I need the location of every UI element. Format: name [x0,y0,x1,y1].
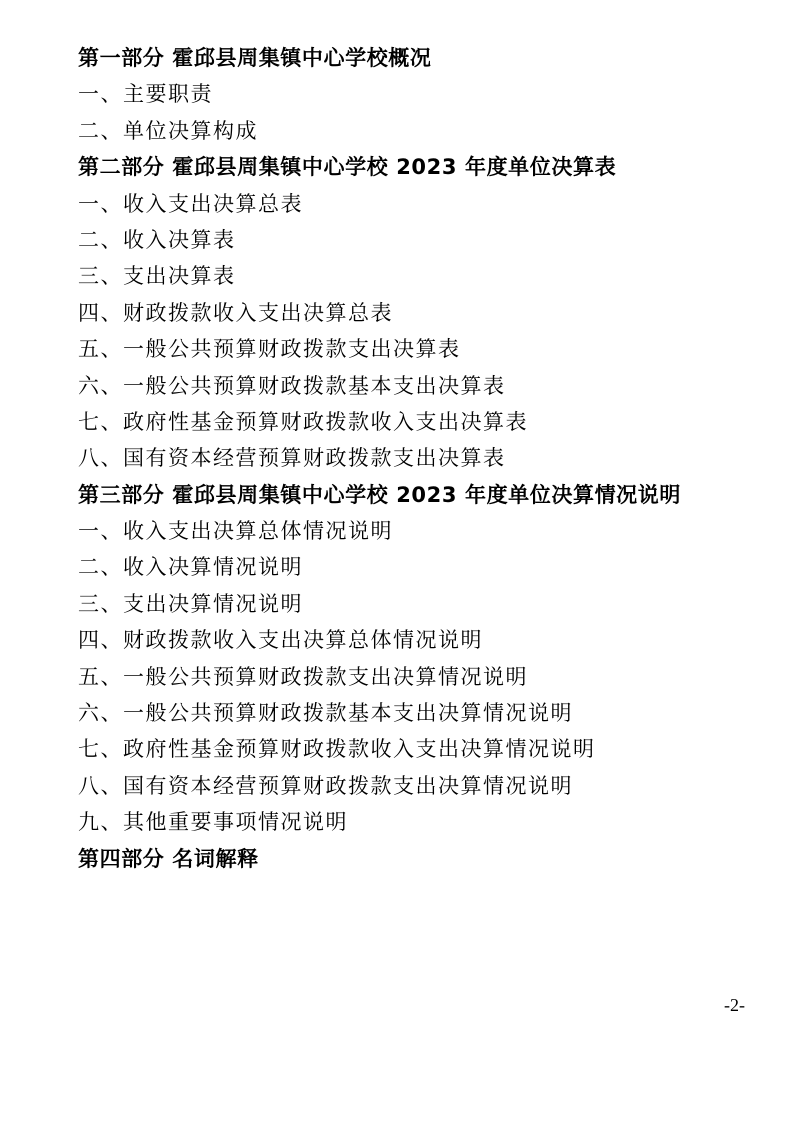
toc-item: 四、财政拨款收入支出决算总表 [78,300,393,325]
toc-part-heading: 第三部分 霍邱县周集镇中心学校 2023 年度单位决算情况说明 [78,482,681,507]
toc-part-heading: 第四部分 名词解释 [78,846,259,871]
toc-item: 八、国有资本经营预算财政拨款支出决算情况说明 [78,773,573,798]
toc-item: 八、国有资本经营预算财政拨款支出决算表 [78,446,506,471]
toc-item: 一、收入支出决算总表 [78,191,303,216]
toc-item: 三、支出决算情况说明 [78,591,303,616]
table-of-contents [78,40,778,877]
page-number: -2- [724,995,745,1015]
toc-item: 四、财政拨款收入支出决算总体情况说明 [78,628,483,653]
toc-item: 五、一般公共预算财政拨款支出决算情况说明 [78,664,528,689]
toc-part-heading: 第一部分 霍邱县周集镇中心学校概况 [78,46,432,70]
toc-part-heading: 第二部分 霍邱县周集镇中心学校 2023 年度单位决算表 [78,155,617,180]
toc-item: 六、一般公共预算财政拨款基本支出决算情况说明 [78,701,573,726]
toc-item: 一、主要职责 [78,82,213,107]
toc-item: 二、收入决算表 [78,227,236,252]
toc-item: 六、一般公共预算财政拨款基本支出决算表 [78,373,506,398]
toc-item: 七、政府性基金预算财政拨款收入支出决算表 [78,409,528,434]
toc-item: 一、收入支出决算总体情况说明 [78,519,393,544]
toc-item: 三、支出决算表 [78,264,236,289]
toc-item: 二、收入决算情况说明 [78,555,303,580]
toc-item: 二、单位决算构成 [78,118,258,143]
toc-item: 九、其他重要事项情况说明 [78,810,348,835]
toc-item: 七、政府性基金预算财政拨款收入支出决算情况说明 [78,737,596,762]
toc-item: 五、一般公共预算财政拨款支出决算表 [78,337,461,362]
